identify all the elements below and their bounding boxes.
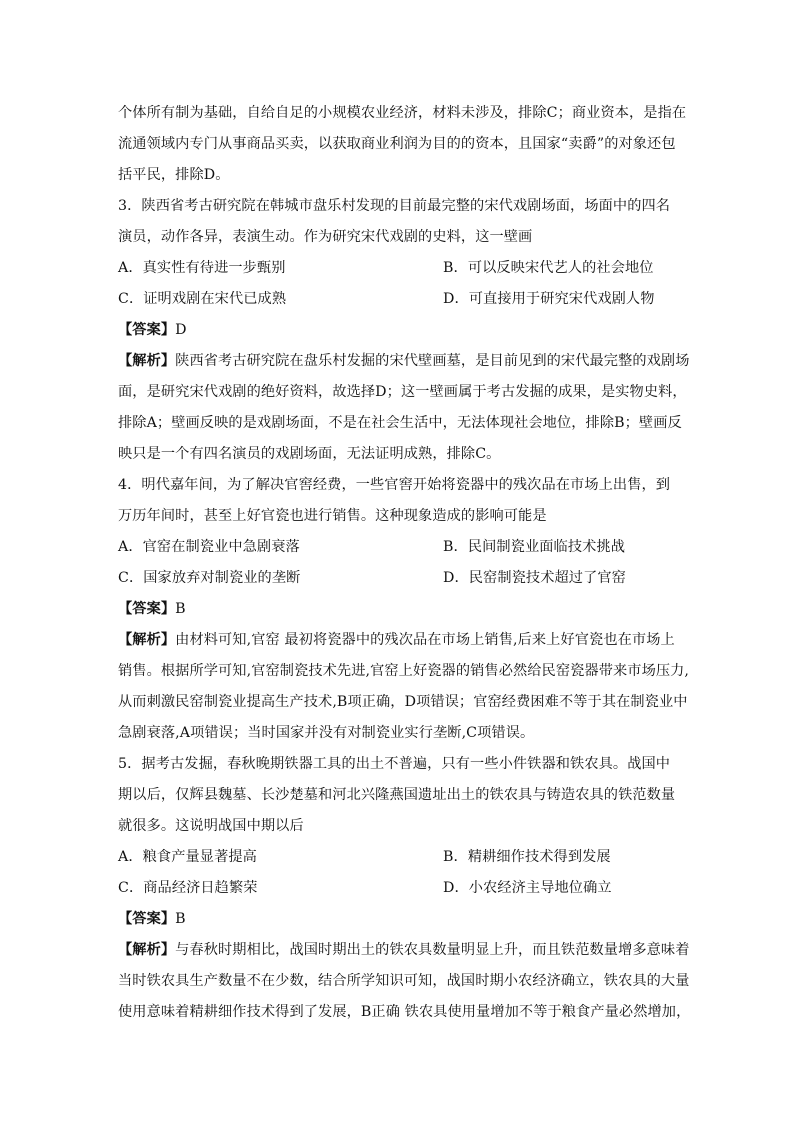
intro-line-1: 个体所有制为基础，自给自足的小规模农业经济，材料未涉及，排除C；商业资本，是指在: [118, 105, 687, 121]
q3-stem-line-2: 演员，动作各异，表演生动。作为研究宋代戏剧的史料，这一壁画: [118, 229, 533, 245]
q3-option-a: A．真实性有待进一步甄别: [118, 260, 286, 276]
q4-analysis-text-1: 由材料可知,官窑 最初将瓷器中的残次品在市场上销售,后来上好官瓷也在市场上: [175, 632, 675, 648]
q5-option-a: A．粮食产量显著提高: [118, 849, 257, 865]
q5-stem-line-3: 就很多。这说明战国中期以后: [118, 818, 304, 834]
q4-analysis-tag: 【解析】: [118, 632, 176, 648]
q3-option-c: C．证明戏剧在宋代已成熟: [118, 291, 287, 307]
q4-option-d: D．民窑制瓷技术超过了官窑: [443, 570, 626, 586]
q3-option-d: D．可直接用于研究宋代戏剧人物: [443, 291, 655, 307]
q5-option-b: B．精耕细作技术得到发展: [443, 849, 611, 865]
q3-answer: [118, 320, 683, 340]
q4-analysis-line-4: 急剧衰落,A项错误；当时国家并没有对制瓷业实行垄断,C项错误。: [118, 725, 535, 741]
q4-answer: [118, 599, 683, 619]
q3-answer-value: D: [175, 322, 187, 338]
q5-answer-value: B: [175, 911, 186, 927]
intro-line-3: 括平民，排除D。: [118, 167, 230, 183]
q5-analysis-text-1: 与春秋时期相比，战国时期出土的铁农具数量明显上升，而且铁范数量增多意味着: [175, 942, 690, 958]
q4-analysis-line-1: [118, 630, 683, 650]
q3-analysis-text-1: 陕西省考古研究院在盘乐村发掘的宋代壁画墓，是目前见到的宋代最完整的戏剧场: [175, 353, 690, 369]
q5-stem-line-2: 期以后，仅辉县魏墓、长沙楚墓和河北兴隆燕国遗址出土的铁农具与铸造农具的铁范数量: [118, 787, 676, 803]
q5-analysis-line-3: 使用意味着精耕细作技术得到了发展，B正确 铁农具使用量增加不等于粮食产量必然增加，: [118, 1004, 691, 1020]
q5-answer-tag: 【答案】: [118, 911, 176, 927]
q5-option-c: C．商品经济日趋繁荣: [118, 880, 258, 896]
intro-line-2: 流通领域内专门从事商品买卖，以获取商业利润为目的的资本，且国家“卖爵”的对象还包: [118, 136, 676, 152]
q4-stem-line-2: 万历年间时，甚至上好官瓷也进行销售。这种现象造成的影响可能是: [118, 508, 547, 524]
q5-option-d: D．小农经济主导地位确立: [443, 880, 612, 896]
q4-option-c: C．国家放弃对制瓷业的垄断: [118, 570, 301, 586]
q4-stem-line-1: 4．明代嘉年间，为了解决官窖经费，一些官窖开始将瓷器中的残次品在市场上出售，到: [118, 477, 671, 493]
q3-analysis-line-3: 排除A；壁画反映的是戏剧场面，不是在社会生活中，无法体现社会地位，排除B；壁画反: [118, 415, 682, 431]
q4-answer-tag: 【答案】: [118, 601, 176, 617]
q5-answer: [118, 909, 683, 929]
q4-option-a: A．官窑在制瓷业中急剧衰落: [118, 539, 300, 555]
q4-answer-value: B: [175, 601, 186, 617]
q3-analysis-tag: 【解析】: [118, 353, 176, 369]
q4-analysis-line-3: 从而刺激民窑制瓷业提高生产技术,B项正确，D项错误；官窑经费困难不等于其在制瓷业中: [118, 694, 688, 710]
q3-answer-tag: 【答案】: [118, 322, 176, 338]
q5-analysis-tag: 【解析】: [118, 942, 176, 958]
q4-analysis-line-2: 销售。根据所学可知,官窑制瓷技术先进,官窑上好瓷器的销售必然给民窑瓷器带来市场压力,: [118, 663, 690, 679]
q5-analysis-line-1: [118, 940, 690, 960]
q3-stem-line-1: 3．陕西省考古研究院在韩城市盘乐村发现的目前最完整的宋代戏剧场面，场面中的四名: [118, 198, 671, 214]
q5-analysis-line-2: 当时铁农具生产数量不在少数，结合所学知识可知，战国时期小农经济确立，铁农具的大量: [118, 973, 690, 989]
q4-option-b: B．民间制瓷业面临技术挑战: [443, 539, 625, 555]
q3-analysis-line-1: [118, 351, 690, 371]
q3-analysis-line-4: 映只是一个有四名演员的戏剧场面，无法证明成熟，排除C。: [118, 446, 501, 462]
q3-option-b: B．可以反映宋代艺人的社会地位: [443, 260, 654, 276]
q5-stem-line-1: 5．据考古发掘，春秋晚期铁器工具的出土不普遍，只有一些小件铁器和铁农具。战国中: [118, 756, 671, 772]
q3-analysis-line-2: 面，是研究宋代戏剧的绝好资料，故选择D；这一壁画属于考古发掘的成果，是实物史料，: [118, 384, 687, 400]
